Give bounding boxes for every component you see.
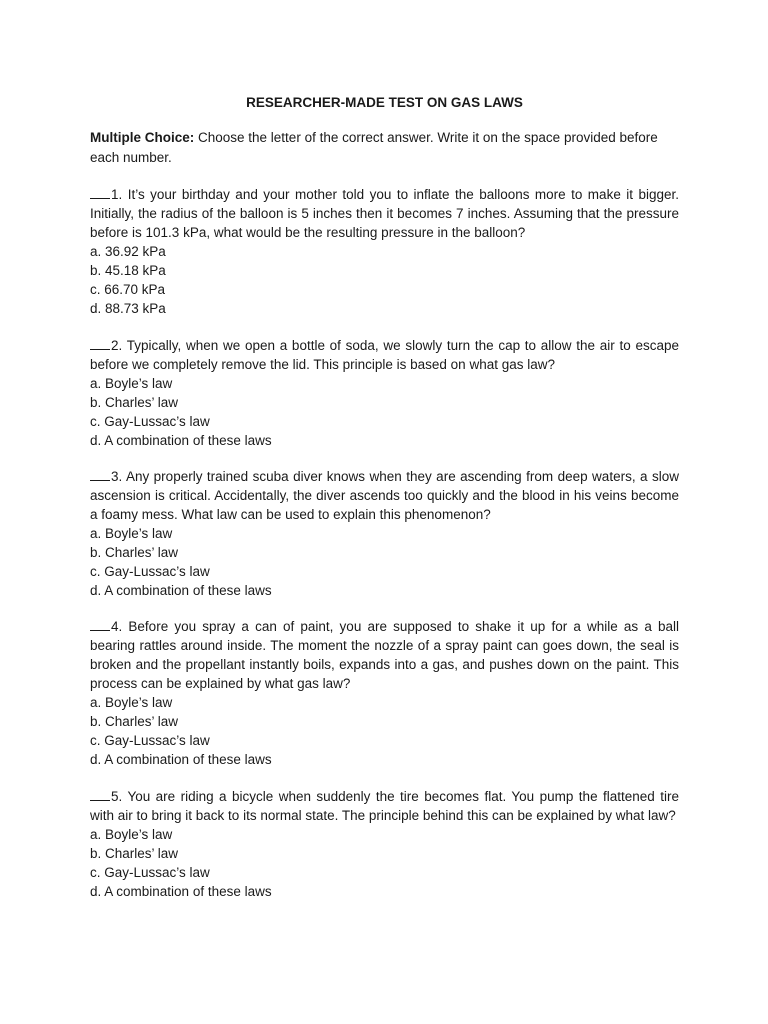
question-stem [90,336,679,374]
choice-d: d. A combination of these laws [90,433,272,448]
choice-a: a. Boyle’s law [90,526,173,541]
choice-b: b. 45.18 kPa [90,263,166,278]
instructions-label: Multiple Choice: [90,130,195,145]
choice-a: a. Boyle’s law [90,695,173,710]
question-number: 3. [111,469,123,484]
choice-list [90,825,679,901]
question-4 [90,617,679,769]
choice-b: b. Charles’ law [90,846,179,861]
answer-blank[interactable] [90,788,110,801]
question-stem [90,617,679,693]
choice-d: d. 88.73 kPa [90,301,166,316]
choice-d: d. A combination of these laws [90,583,272,598]
question-number: 1. [111,187,123,202]
question-text: You are riding a bicycle when suddenly the tire becomes flat. You pump the flattened tire with air to bring it back to its normal state. The principle behind this can be explained by what law? [90,789,679,823]
question-text: Typically, when we open a bottle of soda, we slowly turn the cap to allow the air to escape before we completely remove the lid. This principle is based on what gas law? [90,338,679,372]
answer-blank[interactable] [90,337,110,350]
answer-blank[interactable] [90,618,110,631]
question-3 [90,467,679,600]
question-stem [90,787,679,825]
question-text: Any properly trained scuba diver knows when they are ascending from deep waters, a slow ascension is critical. Accidentally, the diver ascends too quickly and the blood in his veins become a foamy mess. What law can be used to explain this phenomenon? [90,469,679,522]
question-1 [90,185,679,318]
choice-b: b. Charles’ law [90,395,179,410]
choice-a: a. Boyle’s law [90,827,173,842]
choice-list [90,242,679,318]
instructions [90,128,679,168]
question-text: It’s your birthday and your mother told you to inflate the balloons more to make it bigger. Initially, the radius of the balloon is 5 inches then it becomes 7 inches. Assuming that the pressure before is 101.3 kPa, what would be the resulting pressure in the balloon? [90,187,679,240]
choice-a: a. Boyle’s law [90,376,173,391]
question-2 [90,336,679,450]
choice-c: c. Gay-Lussac’s law [90,564,210,579]
document-title: RESEARCHER-MADE TEST ON GAS LAWS [246,95,523,110]
choice-a: a. 36.92 kPa [90,244,166,259]
choice-b: b. Charles’ law [90,545,179,560]
choice-list [90,524,679,600]
answer-blank[interactable] [90,468,110,481]
choice-d: d. A combination of these laws [90,884,272,899]
choice-c: c. Gay-Lussac’s law [90,865,210,880]
choice-c: c. Gay-Lussac’s law [90,414,210,429]
instructions-text: Choose the letter of the correct answer. Write it on the space provided before each number. [90,130,658,165]
question-number: 4. [111,619,123,634]
choice-c: c. 66.70 kPa [90,282,166,297]
question-number: 2. [111,338,123,353]
choice-list [90,374,679,450]
choice-d: d. A combination of these laws [90,752,272,767]
question-number: 5. [111,789,123,804]
answer-blank[interactable] [90,186,110,199]
choice-c: c. Gay-Lussac’s law [90,733,210,748]
question-text: Before you spray a can of paint, you are supposed to shake it up for a while as a ball bearing rattles around inside. The moment the nozzle of a spray paint can goes down, the seal is broken and the propellant instantly boils, expands into a gas, and pushes down on the paint. This process can be explained by what gas law? [90,619,679,691]
question-stem [90,185,679,242]
choice-b: b. Charles’ law [90,714,179,729]
choice-list [90,693,679,769]
question-stem [90,467,679,524]
question-5 [90,787,679,901]
